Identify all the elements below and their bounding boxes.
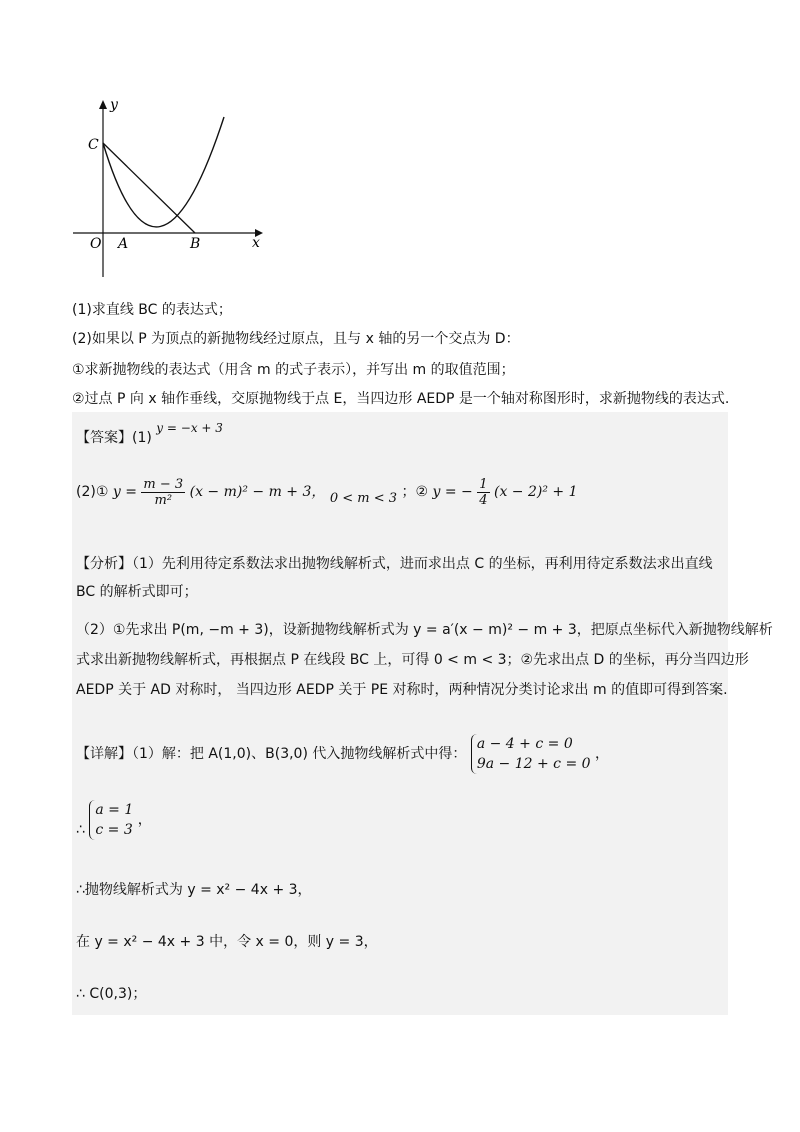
system-2-suffix: ， (137, 812, 152, 828)
answer-line-1 (76, 421, 223, 448)
answer-2-fraction (141, 477, 185, 508)
detail-line-1-text: 【详解】（1）解：把 A(1,0)、B(3,0) 代入抛物线解析式中得： (76, 746, 467, 762)
question-2-1: ①求新抛物线的表达式（用含 m 的式子表示），并写出 m 的取值范围； (72, 362, 515, 378)
answer-2-rest: (x − m)² − m + 3， (189, 484, 326, 500)
y-axis-arrow-icon (99, 100, 107, 109)
parabola-figure (70, 95, 270, 285)
answer-2-range: 0 < m < 3 (329, 491, 398, 506)
origin-label: O (90, 236, 102, 252)
detail-line-2 (76, 800, 152, 840)
answer-1-formula: y = −x + 3 (156, 421, 223, 435)
answer-2-2-fraction-denominator: 4 (479, 492, 488, 508)
analysis-line-4: 式求出新抛物线解析式，再根据点 P 在线段 BC 上，可得 0 < m < 3；②先求出点 D 的坐标，再分当四边形 (76, 652, 749, 668)
analysis-line-1: 【分析】（1）先利用待定系数法求出抛物线解析式，进而求出点 C 的坐标，再利用待定系数法求出直线 (76, 556, 713, 572)
detail-line-1 (76, 734, 609, 774)
detail-line-3: ∴抛物线解析式为 y = x² − 4x + 3， (76, 882, 312, 898)
question-2-2: ②过点 P 向 x 轴作垂线，交原抛物线于点 E，当四边形 AEDP 是一个轴对称图形时，求新抛物线的表达式. (72, 391, 730, 407)
answer-2-2-lhs: y = − (432, 484, 473, 500)
system-of-equations-1 (471, 734, 591, 774)
answer-label: 【答案】(1) (76, 430, 152, 446)
answer-2-prefix: (2)① (76, 484, 109, 500)
system-1-row-2: 9a − 12 + c = 0 (476, 756, 591, 772)
system-of-equations-2 (89, 800, 133, 840)
segment-bc (103, 143, 195, 233)
y-axis-label: y (110, 97, 118, 113)
point-c-label: C (88, 137, 99, 153)
system-2-row-2: c = 3 (95, 822, 133, 838)
therefore-symbol: ∴ (76, 822, 85, 838)
answer-2-fraction-denominator: m² (154, 492, 173, 508)
point-b-label: B (190, 236, 201, 252)
answer-2-separator: ；② (401, 484, 429, 500)
question-1: (1)求直线 BC 的表达式； (72, 302, 232, 318)
detail-line-4: 在 y = x² − 4x + 3 中，令 x = 0，则 y = 3， (76, 934, 378, 950)
question-2: (2)如果以 P 为顶点的新抛物线经过原点，且与 x 轴的另一个交点为 D： (72, 331, 520, 347)
system-1-suffix: ， (595, 746, 609, 762)
answer-2-fraction-numerator: m − 3 (143, 476, 184, 492)
analysis-line-2: BC 的解析式即可； (76, 584, 198, 600)
answer-2-2-fraction (477, 477, 489, 508)
detail-line-5: ∴ C(0,3)； (76, 986, 147, 1002)
system-1-row-1: a − 4 + c = 0 (476, 736, 573, 752)
answer-2-2-fraction-numerator: 1 (479, 476, 488, 492)
parabola-diagram (70, 95, 270, 285)
system-2-row-1: a = 1 (95, 802, 134, 818)
analysis-line-5: AEDP 关于 AD 对称时， 当四边形 AEDP 关于 PE 对称时，两种情况分类讨论求出 m 的值即可得到答案. (76, 682, 728, 698)
solution-panel (72, 412, 773, 1015)
parabola-curve (103, 117, 224, 227)
answer-line-2 (76, 474, 578, 511)
analysis-line-3: （2）①先求出 P(m, −m + 3)，设新抛物线解析式为 y = a′(x − m)² − m + 3，把原点坐标代入新抛物线解析 (76, 622, 773, 638)
x-axis-label: x (252, 235, 260, 251)
point-a-label: A (118, 236, 129, 252)
answer-2-2-rest: (x − 2)² + 1 (493, 484, 578, 500)
answer-2-lhs: y = (112, 484, 142, 500)
